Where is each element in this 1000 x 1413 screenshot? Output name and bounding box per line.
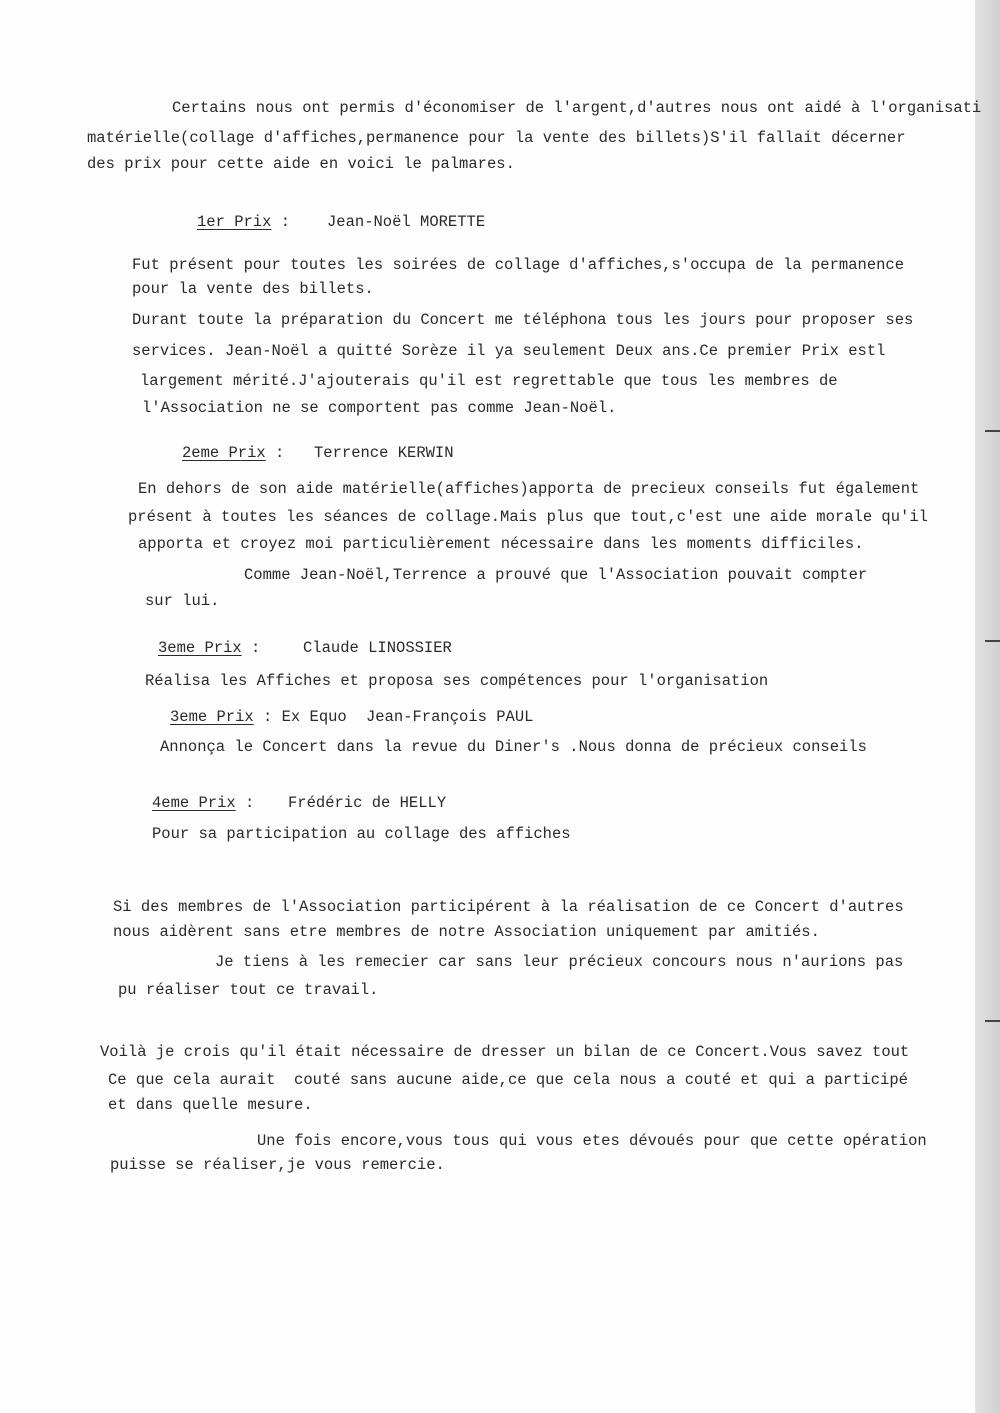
prize-separator: : [241,639,261,657]
prize-text: sur lui. [145,592,220,610]
prize-separator: : [271,213,291,231]
prize-text: Durant toute la préparation du Concert me téléphona tous les jours pour proposer ses [132,311,914,329]
scan-edge-mark [985,640,1000,642]
scan-page-edge [975,0,1000,1413]
prize-text: Fut présent pour toutes les soirées de collage d'affiches,s'occupa de la permanence [132,256,905,274]
closing-line: Ce que cela aurait couté sans aucune aide,ce que cela nous a couté et qui a participé [108,1071,908,1089]
prize-text: Réalisa les Affiches et proposa ses compétences pour l'organisation [145,672,769,690]
closing-line: puisse se réaliser,je vous remercie. [110,1156,445,1174]
scan-edge-mark [985,430,1000,432]
prize-winner: Frédéric de HELLY [288,794,447,812]
closing-line: et dans quelle mesure. [108,1096,313,1114]
prize-text: services. Jean-Noël a quitté Sorèze il ya seulement Deux ans.Ce premier Prix estl [132,342,886,360]
prize-separator: : [235,794,255,812]
prize-label: 3eme Prix [158,639,242,657]
prize-label: 3eme Prix [170,708,254,726]
prize-heading [182,443,284,463]
prize-label: 2eme Prix [182,444,266,462]
closing-line: Si des membres de l'Association participérent à la réalisation de ce Concert d'autres [113,898,904,916]
prize-text: Pour sa participation au collage des affiches [152,825,571,843]
prize-heading [170,707,347,727]
prize-text: pour la vente des billets. [132,280,374,298]
prize-winner: Jean-François PAUL [366,708,534,726]
intro-line: des prix pour cette aide en voici le palmares. [87,155,515,173]
prize-heading [158,638,260,658]
prize-text: apporta et croyez moi particulièrement nécessaire dans les moments difficiles. [138,535,864,553]
prize-text: Annonça le Concert dans la revue du Diner's .Nous donna de précieux conseils [160,738,867,756]
closing-line: pu réaliser tout ce travail. [118,981,379,999]
prize-text: largement mérité.J'ajouterais qu'il est regrettable que tous les membres de [140,372,838,390]
intro-line: Certains nous ont permis d'économiser de l'argent,d'autres nous ont aidé à l'organisati [172,99,982,117]
prize-winner: Claude LINOSSIER [303,639,452,657]
closing-line: Voilà je crois qu'il était nécessaire de dresser un bilan de ce Concert.Vous savez tout [100,1043,910,1061]
prize-text: En dehors de son aide matérielle(affiches)apporta de precieux conseils fut également [138,480,920,498]
closing-line: Une fois encore,vous tous qui vous etes dévoués pour que cette opération [257,1132,927,1150]
prize-heading [197,212,290,232]
prize-text: l'Association ne se comportent pas comme Jean-Noël. [142,399,617,417]
prize-text: Comme Jean-Noël,Terrence a prouvé que l'Association pouvait compter [244,566,868,584]
prize-label: 1er Prix [197,213,272,231]
closing-line: nous aidèrent sans etre membres de notre Association uniquement par amitiés. [113,923,820,941]
prize-winner: Jean-Noël MORETTE [327,213,486,231]
prize-winner: Terrence KERWIN [314,444,454,462]
scan-edge-mark [985,1020,1000,1022]
prize-text: présent à toutes les séances de collage.Mais plus que tout,c'est une aide morale qu'il [128,508,928,526]
prize-separator: : [265,444,285,462]
intro-line: matérielle(collage d'affiches,permanence pour la vente des billets)S'il fallait décerner [87,129,906,147]
prize-label: 4eme Prix [152,794,236,812]
closing-line: Je tiens à les remecier car sans leur précieux concours nous n'aurions pas [215,953,904,971]
prize-heading [152,793,254,813]
prize-separator: : Ex Equo [253,708,347,726]
